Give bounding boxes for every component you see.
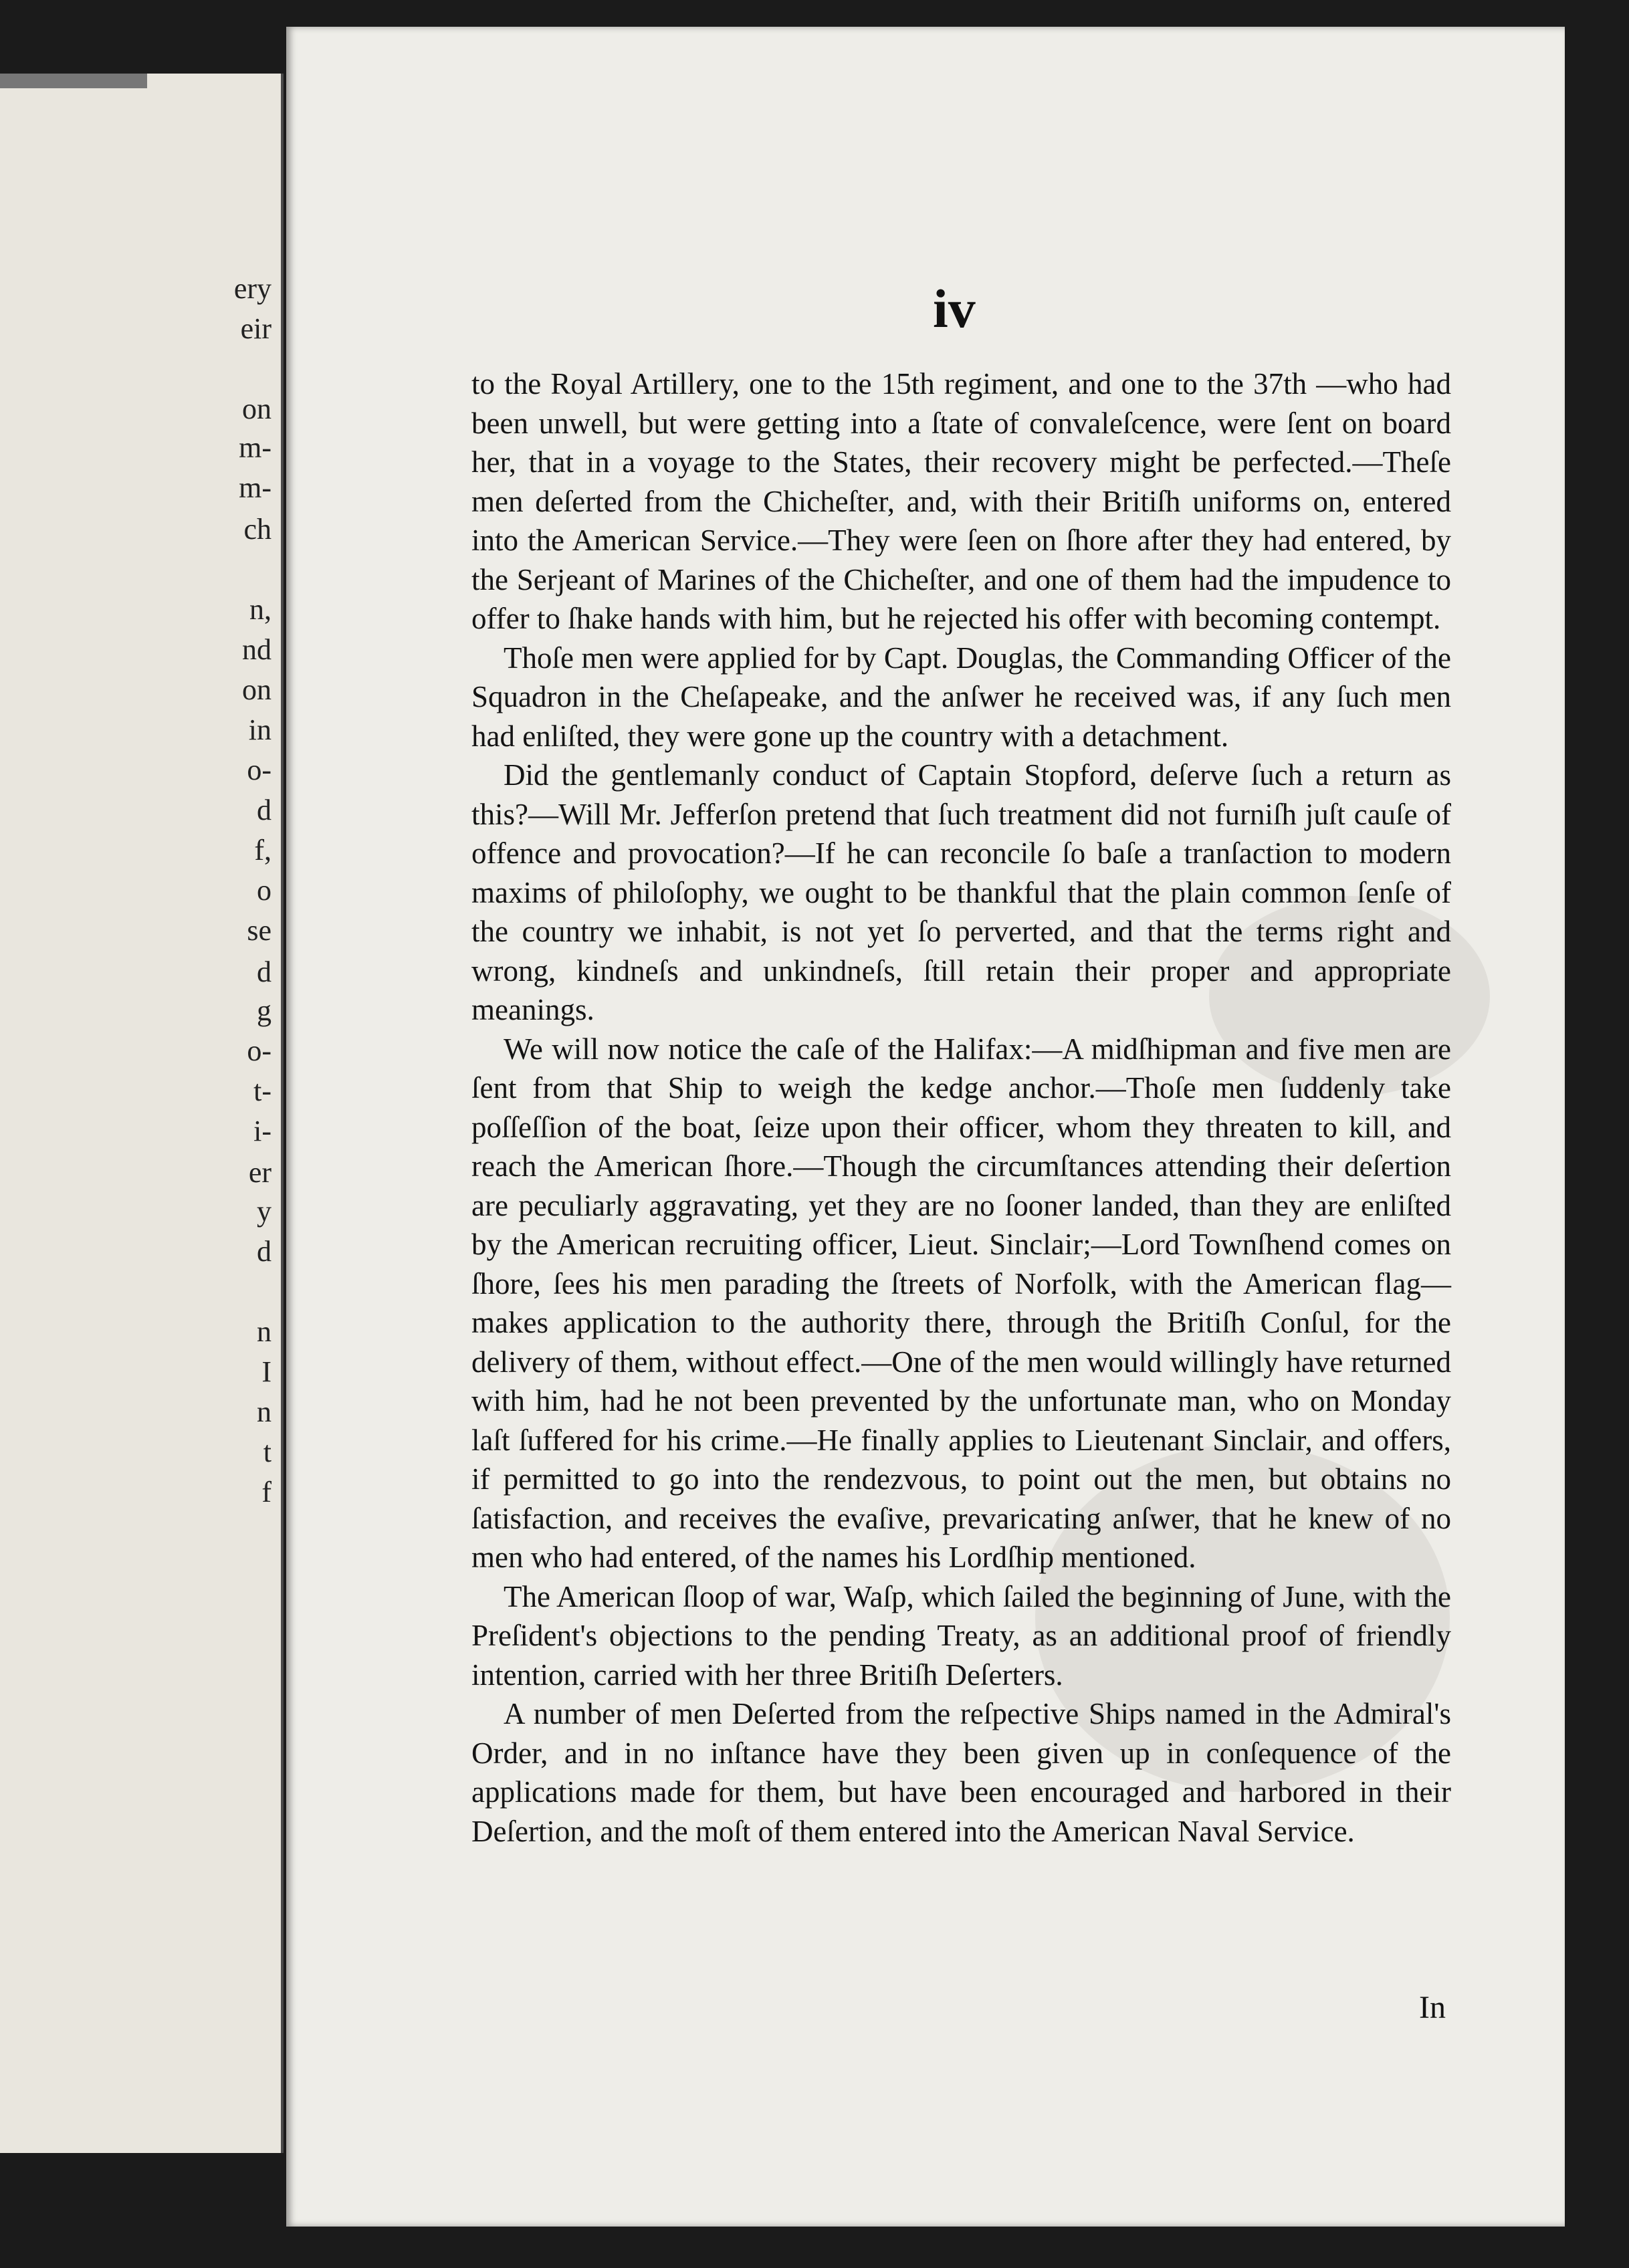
facing-page-line-fragment: o [257,874,272,907]
facing-page-line-fragment: in [248,713,272,746]
facing-page-line-fragment: d [257,794,272,826]
paragraph: A number of men Deſerted from the reſpective Ships named in the Admiral's Order, and in no inſtance have they been given up in conſequence of the applications made for them, but have been encouraged and harbored in their Deſertion, and the moſt of them entered into the American Naval Service. [471,1697,1451,1848]
facing-page-line-fragment: d [257,1235,272,1268]
facing-page-line-fragment: nd [242,633,272,666]
facing-page-line-fragment: I [261,1355,272,1388]
facing-page-line-fragment: i- [253,1115,272,1147]
facing-page-line-fragment: eir [240,312,272,345]
page-number: iv [933,278,976,339]
facing-page-line-fragment: n [257,1395,272,1428]
facing-page-line-fragment: f, [254,834,272,867]
facing-page-line-fragment: t [263,1436,272,1468]
facing-page-line-fragment: on [242,392,272,425]
facing-page-line-fragment: m- [239,471,272,504]
facing-page-line-fragment: y [257,1195,272,1228]
facing-page-line-fragment: n [257,1315,272,1348]
paragraph: Thoſe men were applied for by Capt. Douglas, the Commanding Officer of the Squadron in the Cheſapeake, and the anſwer he received was, if any ſuch men had enliſted, they were gone up the country with a detachment. [471,641,1451,753]
body-text [471,364,1451,1851]
facing-page-line-fragment: t- [253,1074,272,1107]
facing-page-line-fragment: o- [247,1034,272,1067]
facing-page-line-fragment: d [257,955,272,988]
page-edge-rule [0,74,147,88]
facing-page-line-fragment: er [248,1156,272,1189]
facing-page-line-fragment: g [257,994,272,1027]
facing-page-line-fragment: f [261,1476,272,1508]
paragraph: Did the gentlemanly conduct of Captain Stopford, deſerve ſuch a return as this?—Will Mr. Jefferſon pretend that ſuch treatment did not furniſh juſt cauſe of offence and provocation?—If he can reconcile ſo baſe a tranſaction to modern maxims of philoſophy, we ought to be thankful that the plain common ſenſe of the country we inhabit, is not yet ſo perverted, and that the terms right and wrong, kindneſs and unkindneſs, ſtill retain their proper and appropriate meanings. [471,758,1451,1026]
paragraph: The American ſloop of war, Waſp, which ſailed the beginning of June, with the Preſident's objections to the pending Treaty, as an additional proof of friendly intention, carried with her three Britiſh Deſerters. [471,1579,1451,1692]
facing-page-line-fragment: m- [239,431,272,464]
facing-page-line-fragment: se [247,914,272,947]
paragraph: We will now notice the caſe of the Halifax:—A midſhipman and five men are ſent from that Ship to weigh the kedge anchor.—Thoſe men ſuddenly take poſſeſſion of the boat, ſeize upon their officer, whom they threaten to kill, and reach the American ſhore.—Though the circumſtances attending their deſertion are peculiarly aggravating, yet they are no ſooner landed, than they are enliſted by the American recruiting officer, Lieut. Sinclair;—Lord Townſhend comes on ſhore, ſees his men parading the ſtreets of Norfolk, with the American flag—makes application to the authority there, through the Britiſh Conſul, for the delivery of them, without effect.—One of the men would willingly have returned with him, had he not been prevented by the unfortunate man, who on Monday laſt ſuffered for his crime.—He finally applies to Lieutenant Sinclair, and offers, if permitted to go into the rendezvous, to point out the men, but obtains no ſatisfaction, and receives the evaſive, prevaricating anſwer, that he knew of no men who had entered, of the names his Lordſhip mentioned. [471,1032,1451,1574]
facing-page-fragment [0,74,284,2153]
facing-page-line-fragment: n, [249,593,272,626]
facing-page-line-fragment: ery [233,272,272,305]
catchword: In [1419,1990,1446,2025]
paragraph: to the Royal Artillery, one to the 15th regiment, and one to the 37th —who had been unwell, but were getting into a ſtate of convaleſcence, were ſent on board her, that in a voyage to the States, their recovery might be perfected.—Theſe men deſerted from the Chicheſter, and, with their Britiſh uniforms on, entered into the American Service.—They were ſeen on ſhore after they had entered, by the Serjeant of Marines of the Chicheſter, and one of them had the impudence to offer to ſhake hands with him, but he rejected his offer with becoming contempt. [471,367,1451,635]
facing-page-line-fragment: ch [243,513,272,546]
facing-page-line-fragment: o- [247,754,272,786]
facing-page-line-fragment: on [242,673,272,706]
